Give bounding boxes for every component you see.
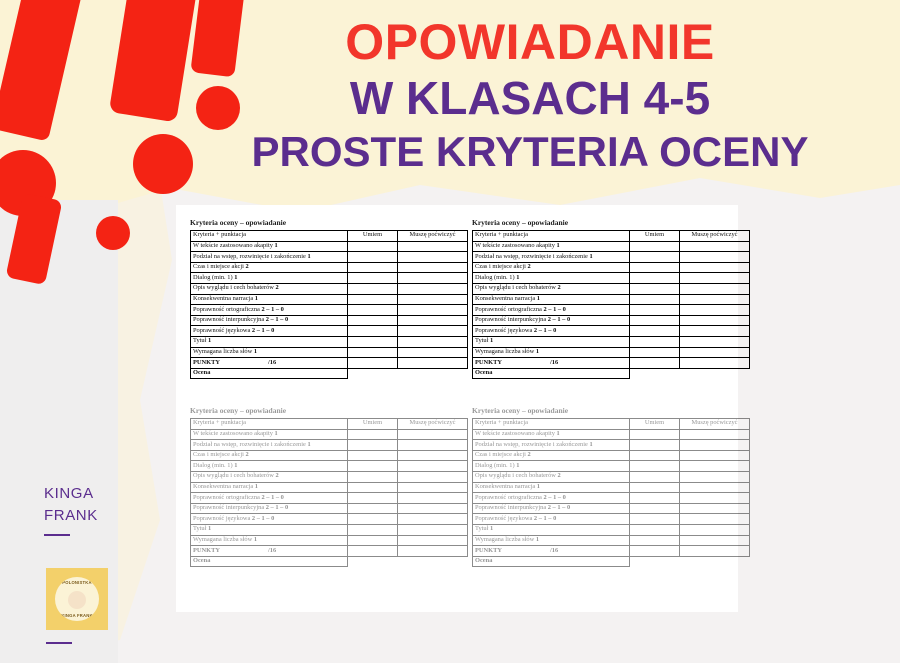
table-row: [191, 315, 468, 326]
criteria-label: Dialog (min. 1) 1: [191, 461, 348, 472]
criteria-practice-checkbox-cell[interactable]: [680, 440, 750, 451]
criteria-can-checkbox-cell[interactable]: [630, 315, 680, 326]
criteria-practice-checkbox-cell[interactable]: [680, 241, 750, 252]
criteria-label: Wymagana liczba słów 1: [473, 535, 630, 546]
criteria-can-checkbox-cell[interactable]: [348, 535, 398, 546]
criteria-practice-checkbox-cell[interactable]: [680, 461, 750, 472]
criteria-label: Wymagana liczba słów 1: [191, 347, 348, 358]
criteria-practice-checkbox-cell[interactable]: [680, 294, 750, 305]
criteria-label: Opis wyglądu i cech bohaterów 2: [473, 471, 630, 482]
badge-divider: [46, 642, 72, 644]
criteria-practice-checkbox-cell[interactable]: [398, 241, 468, 252]
criteria-can-checkbox-cell[interactable]: [630, 336, 680, 347]
table-row: [473, 336, 750, 347]
criteria-table: [472, 418, 750, 567]
table-row: [191, 429, 468, 440]
criteria-can-checkbox-cell[interactable]: [348, 461, 398, 472]
table-row: [473, 326, 750, 337]
criteria-practice-checkbox-cell[interactable]: [398, 294, 468, 305]
criteria-label: Wymagana liczba słów 1: [473, 347, 630, 358]
table-row: [473, 347, 750, 358]
criteria-practice-checkbox-cell[interactable]: [398, 347, 468, 358]
table-header-practice: Muszę poćwiczyć: [398, 419, 468, 430]
criteria-practice-checkbox-cell[interactable]: [680, 347, 750, 358]
points-can-cell[interactable]: [348, 546, 398, 557]
table-row: [473, 524, 750, 535]
criteria-can-checkbox-cell[interactable]: [630, 252, 680, 263]
table-row: [473, 482, 750, 493]
criteria-table-card-3: [190, 406, 468, 567]
criteria-label: Czas i miejsce akcji 2: [191, 262, 348, 273]
table-row: [191, 252, 468, 263]
criteria-can-checkbox-cell[interactable]: [348, 241, 398, 252]
criteria-can-checkbox-cell[interactable]: [348, 305, 398, 316]
points-label: [191, 546, 348, 557]
criteria-table: [190, 230, 468, 379]
points-can-cell[interactable]: [630, 358, 680, 369]
points-row: [473, 358, 750, 369]
criteria-practice-checkbox-cell[interactable]: [680, 524, 750, 535]
points-row: [191, 358, 468, 369]
criteria-practice-checkbox-cell[interactable]: [398, 503, 468, 514]
table-header-criteria: Kryteria + punktacja: [191, 231, 348, 242]
points-value: /16: [549, 358, 559, 366]
criteria-label: Poprawność językowa 2 – 1 – 0: [473, 326, 630, 337]
criteria-table-card-4: [472, 406, 750, 567]
criteria-practice-checkbox-cell[interactable]: [680, 315, 750, 326]
criteria-can-checkbox-cell[interactable]: [630, 347, 680, 358]
criteria-practice-checkbox-cell[interactable]: [398, 283, 468, 294]
criteria-label: Wymagana liczba słów 1: [191, 535, 348, 546]
table-row: [191, 524, 468, 535]
grade-blank-cell-1: [348, 556, 398, 567]
grade-label: Ocena: [473, 556, 630, 567]
grade-blank-cell-1: [348, 368, 398, 379]
table-row: [191, 514, 468, 525]
table-row: [473, 262, 750, 273]
points-value: /16: [267, 358, 277, 366]
criteria-practice-checkbox-cell[interactable]: [680, 326, 750, 337]
author-block: [44, 483, 98, 527]
criteria-practice-checkbox-cell[interactable]: [398, 252, 468, 263]
criteria-practice-checkbox-cell[interactable]: [680, 535, 750, 546]
grade-row: [473, 368, 750, 379]
criteria-can-checkbox-cell[interactable]: [630, 283, 680, 294]
grade-blank-cell-1: [630, 556, 680, 567]
table-header-practice: Muszę poćwiczyć: [680, 419, 750, 430]
criteria-label: Dialog (min. 1) 1: [473, 273, 630, 284]
criteria-label: Opis wyglądu i cech bohaterów 2: [191, 471, 348, 482]
criteria-can-checkbox-cell[interactable]: [348, 524, 398, 535]
table-row: [191, 347, 468, 358]
table-row: [191, 262, 468, 273]
table-header-row: [473, 419, 750, 430]
criteria-label: Poprawność ortograficzna 2 – 1 – 0: [473, 493, 630, 504]
criteria-practice-checkbox-cell[interactable]: [680, 482, 750, 493]
criteria-practice-checkbox-cell[interactable]: [680, 471, 750, 482]
points-label-text: PUNKTY: [193, 358, 220, 366]
criteria-can-checkbox-cell[interactable]: [630, 524, 680, 535]
points-practice-cell[interactable]: [680, 358, 750, 369]
table-row: [473, 493, 750, 504]
criteria-label: Podział na wstęp, rozwinięcie i zakończenie 1: [191, 252, 348, 263]
brand-badge-avatar: [68, 591, 86, 609]
criteria-label: Poprawność językowa 2 – 1 – 0: [191, 326, 348, 337]
criteria-can-checkbox-cell[interactable]: [630, 493, 680, 504]
grade-label: Ocena: [473, 368, 630, 379]
table-row: [473, 294, 750, 305]
criteria-can-checkbox-cell[interactable]: [630, 429, 680, 440]
points-value: /16: [549, 546, 559, 554]
criteria-can-checkbox-cell[interactable]: [348, 262, 398, 273]
table-row: [473, 315, 750, 326]
criteria-can-checkbox-cell[interactable]: [348, 252, 398, 263]
points-label: [473, 546, 630, 557]
criteria-can-checkbox-cell[interactable]: [348, 493, 398, 504]
criteria-can-checkbox-cell[interactable]: [348, 326, 398, 337]
criteria-label: Podział na wstęp, rozwinięcie i zakończenie 1: [473, 440, 630, 451]
table-row: [473, 305, 750, 316]
brand-badge-inner: [55, 577, 99, 621]
criteria-label: Podział na wstęp, rozwinięcie i zakończenie 1: [191, 440, 348, 451]
criteria-label: Opis wyglądu i cech bohaterów 2: [191, 283, 348, 294]
criteria-label: Czas i miejsce akcji 2: [473, 262, 630, 273]
criteria-label: Konsekwentna narracja 1: [191, 294, 348, 305]
points-practice-cell[interactable]: [398, 358, 468, 369]
table-row: [473, 273, 750, 284]
table-header-row: [191, 231, 468, 242]
criteria-practice-checkbox-cell[interactable]: [680, 252, 750, 263]
criteria-practice-checkbox-cell[interactable]: [398, 493, 468, 504]
criteria-can-checkbox-cell[interactable]: [630, 326, 680, 337]
table-row: [191, 535, 468, 546]
points-label-text: PUNKTY: [193, 546, 220, 554]
table-row: [191, 336, 468, 347]
criteria-practice-checkbox-cell[interactable]: [398, 262, 468, 273]
criteria-label: Poprawność interpunkcyjna 2 – 1 – 0: [473, 315, 630, 326]
criteria-can-checkbox-cell[interactable]: [348, 294, 398, 305]
points-row: [191, 546, 468, 557]
grade-blank-cell-2: [398, 556, 468, 567]
grade-row: [473, 556, 750, 567]
points-can-cell[interactable]: [630, 546, 680, 557]
criteria-label: Konsekwentna narracja 1: [191, 482, 348, 493]
brand-badge-bottom-text: KINGA FRANK: [61, 613, 93, 618]
table-header-can: Umiem: [348, 419, 398, 430]
table-header-row: [191, 419, 468, 430]
grade-blank-cell-2: [398, 368, 468, 379]
table-row: [473, 471, 750, 482]
grade-row: [191, 368, 468, 379]
criteria-table: [190, 418, 468, 567]
criteria-can-checkbox-cell[interactable]: [348, 482, 398, 493]
author-divider: [44, 534, 70, 536]
table-row: [191, 471, 468, 482]
criteria-label: Dialog (min. 1) 1: [473, 461, 630, 472]
criteria-can-checkbox-cell[interactable]: [348, 315, 398, 326]
table-row: [191, 283, 468, 294]
brand-badge-top-text: POLONISTKA: [62, 580, 92, 585]
table-row: [191, 450, 468, 461]
criteria-practice-checkbox-cell[interactable]: [680, 493, 750, 504]
criteria-label: Podział na wstęp, rozwinięcie i zakończenie 1: [473, 252, 630, 263]
table-row: [191, 503, 468, 514]
criteria-practice-checkbox-cell[interactable]: [398, 471, 468, 482]
table-row: [191, 273, 468, 284]
table-row: [473, 241, 750, 252]
criteria-can-checkbox-cell[interactable]: [630, 514, 680, 525]
criteria-practice-checkbox-cell[interactable]: [398, 305, 468, 316]
title-line-1: OPOWIADANIE: [345, 14, 715, 70]
points-label: [191, 358, 348, 369]
criteria-label: Poprawność interpunkcyjna 2 – 1 – 0: [191, 503, 348, 514]
criteria-can-checkbox-cell[interactable]: [630, 294, 680, 305]
criteria-table-title: Kryteria oceny – opowiadanie: [472, 406, 569, 415]
criteria-can-checkbox-cell[interactable]: [630, 461, 680, 472]
table-row: [191, 440, 468, 451]
author-last-name: FRANK: [44, 506, 98, 524]
table-row: [191, 241, 468, 252]
table-row: [191, 294, 468, 305]
table-header-criteria: Kryteria + punktacja: [473, 231, 630, 242]
criteria-practice-checkbox-cell[interactable]: [680, 262, 750, 273]
table-row: [473, 450, 750, 461]
table-row: [473, 503, 750, 514]
criteria-table-title: Kryteria oceny – opowiadanie: [190, 406, 287, 415]
criteria-can-checkbox-cell[interactable]: [630, 440, 680, 451]
table-header-practice: Muszę poćwiczyć: [680, 231, 750, 242]
criteria-practice-checkbox-cell[interactable]: [398, 336, 468, 347]
criteria-can-checkbox-cell[interactable]: [630, 305, 680, 316]
table-row: [191, 482, 468, 493]
criteria-practice-checkbox-cell[interactable]: [398, 524, 468, 535]
grade-label: Ocena: [191, 556, 348, 567]
points-can-cell[interactable]: [348, 358, 398, 369]
criteria-practice-checkbox-cell[interactable]: [398, 535, 468, 546]
criteria-label: W tekście zastosowano akapity 1: [473, 429, 630, 440]
criteria-practice-checkbox-cell[interactable]: [680, 429, 750, 440]
criteria-table-card-2: [472, 218, 750, 379]
criteria-can-checkbox-cell[interactable]: [630, 241, 680, 252]
table-row: [473, 461, 750, 472]
criteria-practice-checkbox-cell[interactable]: [398, 482, 468, 493]
criteria-table-title: Kryteria oceny – opowiadanie: [190, 218, 287, 227]
criteria-label: Tytuł 1: [191, 524, 348, 535]
points-practice-cell[interactable]: [680, 546, 750, 557]
table-header-criteria: Kryteria + punktacja: [191, 419, 348, 430]
criteria-practice-checkbox-cell[interactable]: [398, 273, 468, 284]
criteria-table: [472, 230, 750, 379]
criteria-label: Poprawność interpunkcyjna 2 – 1 – 0: [191, 315, 348, 326]
brand-badge: [46, 568, 108, 630]
table-row: [191, 326, 468, 337]
criteria-can-checkbox-cell[interactable]: [348, 450, 398, 461]
criteria-practice-checkbox-cell[interactable]: [680, 305, 750, 316]
table-row: [473, 429, 750, 440]
criteria-label: Czas i miejsce akcji 2: [473, 450, 630, 461]
grade-blank-cell-2: [680, 368, 750, 379]
points-practice-cell[interactable]: [398, 546, 468, 557]
grade-row: [191, 556, 468, 567]
criteria-label: Konsekwentna narracja 1: [473, 482, 630, 493]
criteria-label: Poprawność językowa 2 – 1 – 0: [191, 514, 348, 525]
grade-blank-cell-1: [630, 368, 680, 379]
criteria-label: Opis wyglądu i cech bohaterów 2: [473, 283, 630, 294]
criteria-can-checkbox-cell[interactable]: [630, 535, 680, 546]
table-row: [191, 305, 468, 316]
table-header-can: Umiem: [348, 231, 398, 242]
table-row: [191, 493, 468, 504]
table-header-can: Umiem: [630, 419, 680, 430]
grade-blank-cell-2: [680, 556, 750, 567]
criteria-label: Poprawność ortograficzna 2 – 1 – 0: [191, 305, 348, 316]
criteria-label: Dialog (min. 1) 1: [191, 273, 348, 284]
table-row: [191, 461, 468, 472]
table-row: [473, 283, 750, 294]
criteria-table-card-1: [190, 218, 468, 379]
criteria-can-checkbox-cell[interactable]: [348, 471, 398, 482]
criteria-can-checkbox-cell[interactable]: [348, 283, 398, 294]
criteria-label: Poprawność interpunkcyjna 2 – 1 – 0: [473, 503, 630, 514]
points-label-text: PUNKTY: [475, 546, 502, 554]
table-row: [473, 440, 750, 451]
points-row: [473, 546, 750, 557]
table-header-can: Umiem: [630, 231, 680, 242]
criteria-practice-checkbox-cell[interactable]: [680, 273, 750, 284]
criteria-can-checkbox-cell[interactable]: [348, 514, 398, 525]
criteria-can-checkbox-cell[interactable]: [630, 262, 680, 273]
criteria-practice-checkbox-cell[interactable]: [680, 514, 750, 525]
criteria-label: W tekście zastosowano akapity 1: [473, 241, 630, 252]
criteria-label: Poprawność ortograficzna 2 – 1 – 0: [473, 305, 630, 316]
criteria-label: W tekście zastosowano akapity 1: [191, 241, 348, 252]
criteria-label: Poprawność językowa 2 – 1 – 0: [473, 514, 630, 525]
criteria-practice-checkbox-cell[interactable]: [398, 315, 468, 326]
title-line-2: W KLASACH 4-5: [349, 71, 711, 124]
criteria-practice-checkbox-cell[interactable]: [398, 440, 468, 451]
exclamation-mark-4-dot: [96, 216, 130, 250]
criteria-label: Tytuł 1: [473, 524, 630, 535]
table-row: [473, 514, 750, 525]
criteria-label: Konsekwentna narracja 1: [473, 294, 630, 305]
author-first-name: KINGA: [44, 485, 94, 502]
title-line-3: PROSTE KRYTERIA OCENY: [251, 128, 809, 176]
criteria-can-checkbox-cell[interactable]: [630, 482, 680, 493]
points-value: /16: [267, 546, 277, 554]
criteria-can-checkbox-cell[interactable]: [348, 503, 398, 514]
table-header-practice: Muszę poćwiczyć: [398, 231, 468, 242]
criteria-can-checkbox-cell[interactable]: [348, 336, 398, 347]
criteria-practice-checkbox-cell[interactable]: [680, 503, 750, 514]
criteria-practice-checkbox-cell[interactable]: [680, 283, 750, 294]
criteria-label: Tytuł 1: [473, 336, 630, 347]
criteria-can-checkbox-cell[interactable]: [630, 273, 680, 284]
grade-label: Ocena: [191, 368, 348, 379]
criteria-practice-checkbox-cell[interactable]: [398, 514, 468, 525]
table-header-row: [473, 231, 750, 242]
criteria-practice-checkbox-cell[interactable]: [398, 326, 468, 337]
criteria-practice-checkbox-cell[interactable]: [398, 461, 468, 472]
criteria-can-checkbox-cell[interactable]: [348, 273, 398, 284]
criteria-can-checkbox-cell[interactable]: [630, 471, 680, 482]
criteria-can-checkbox-cell[interactable]: [630, 450, 680, 461]
table-row: [473, 252, 750, 263]
criteria-practice-checkbox-cell[interactable]: [398, 429, 468, 440]
criteria-table-title: Kryteria oceny – opowiadanie: [472, 218, 569, 227]
criteria-can-checkbox-cell[interactable]: [630, 503, 680, 514]
criteria-can-checkbox-cell[interactable]: [348, 440, 398, 451]
table-row: [473, 535, 750, 546]
criteria-label: Czas i miejsce akcji 2: [191, 450, 348, 461]
criteria-label: Poprawność ortograficzna 2 – 1 – 0: [191, 493, 348, 504]
criteria-can-checkbox-cell[interactable]: [348, 429, 398, 440]
page-title: [170, 16, 890, 175]
table-header-criteria: Kryteria + punktacja: [473, 419, 630, 430]
criteria-label: W tekście zastosowano akapity 1: [191, 429, 348, 440]
criteria-practice-checkbox-cell[interactable]: [398, 450, 468, 461]
criteria-practice-checkbox-cell[interactable]: [680, 450, 750, 461]
criteria-can-checkbox-cell[interactable]: [348, 347, 398, 358]
points-label: [473, 358, 630, 369]
criteria-label: Tytuł 1: [191, 336, 348, 347]
criteria-practice-checkbox-cell[interactable]: [680, 336, 750, 347]
points-label-text: PUNKTY: [475, 358, 502, 366]
